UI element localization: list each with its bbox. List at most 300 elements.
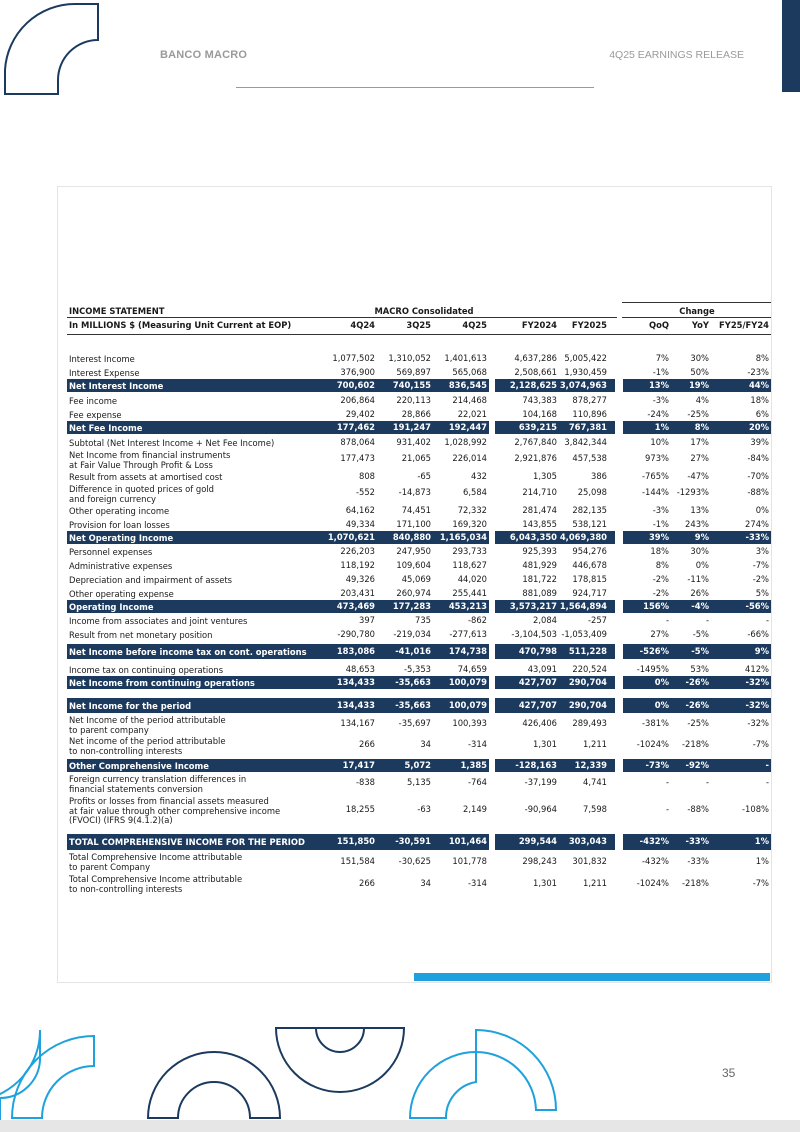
row-value: 13% (690, 505, 709, 515)
row-value: 735 (415, 615, 431, 625)
band-gap (615, 834, 623, 850)
row-value: 18,255 (345, 804, 375, 814)
row-label: Administrative expenses (69, 561, 173, 571)
row-value: 446,678 (572, 560, 607, 570)
row-value: 397 (359, 615, 375, 625)
income-statement-table (67, 302, 771, 894)
row-label: Income tax on continuing operations (69, 665, 224, 675)
row-value: 266 (359, 739, 375, 749)
row-value: -25% (687, 409, 709, 419)
row-value: -30,625 (398, 856, 431, 866)
table-row (67, 773, 771, 793)
row-value: -47% (687, 471, 709, 481)
table-row (67, 714, 771, 734)
row-value: 1,028,992 (444, 437, 487, 447)
row-value: 8% (655, 560, 669, 570)
row-label: Net Operating Income (69, 533, 174, 543)
row-label: Net income of the period attributable to non-controlling interests (69, 736, 226, 756)
table-row (67, 574, 771, 586)
band-gap (615, 698, 623, 713)
row-value: 878,064 (340, 437, 375, 447)
row-value: 6% (755, 409, 769, 419)
row-value: -33% (745, 532, 769, 542)
row-value: 34 (420, 739, 431, 749)
row-value: -381% (642, 718, 669, 728)
row-value: 20% (748, 422, 769, 432)
row-value: 18% (750, 395, 769, 405)
row-value: 1,385 (460, 760, 487, 770)
table-row (67, 367, 771, 379)
table-row (67, 664, 771, 676)
row-value: 72,332 (457, 505, 487, 515)
row-value: 931,402 (396, 437, 431, 447)
col-header: YoY (691, 320, 709, 330)
row-value: - (665, 615, 669, 625)
row-label: Result from net monetary position (69, 630, 213, 640)
row-value: 214,710 (522, 487, 557, 497)
row-label: Depreciation and impairment of assets (69, 575, 233, 585)
row-value: 118,627 (452, 560, 487, 570)
row-value: - (665, 804, 669, 814)
row-label: Total Comprehensive Income attributable to parent Company (69, 852, 243, 872)
row-value: 301,832 (572, 856, 607, 866)
row-value: -37,199 (524, 777, 557, 787)
row-value: -35,663 (395, 677, 431, 687)
row-value: -73% (645, 760, 669, 770)
row-value: -1293% (676, 487, 709, 497)
row-label: Result from assets at amortised cost (69, 472, 223, 482)
band-gap (489, 600, 495, 613)
table-row (67, 735, 771, 755)
row-value: 1,211 (583, 878, 607, 888)
row-value: 177,283 (392, 601, 431, 611)
band-gap (615, 644, 623, 659)
row-value: 290,704 (568, 700, 607, 710)
row-value: 156% (643, 601, 669, 611)
row-value: 274% (745, 519, 769, 529)
row-value: 538,121 (572, 519, 607, 529)
row-value: 109,604 (396, 560, 431, 570)
row-value: -764 (467, 777, 487, 787)
table-row (67, 546, 771, 558)
row-value: 1,564,894 (559, 601, 607, 611)
row-value: 183,086 (336, 646, 375, 656)
row-value: 878,277 (572, 395, 607, 405)
row-value: 1,310,052 (388, 353, 431, 363)
band-gap (615, 759, 623, 772)
row-label: Net Interest Income (69, 381, 164, 391)
row-label: Net Income before income tax on cont. operations (69, 647, 307, 657)
table-subtotal-row (67, 644, 771, 659)
row-value: 925,393 (522, 546, 557, 556)
row-value: 0% (654, 677, 669, 687)
row-value: -33% (687, 856, 709, 866)
row-value: 169,320 (452, 519, 487, 529)
row-value: -2% (652, 574, 669, 584)
row-value: 8% (755, 353, 769, 363)
row-value: -5% (692, 629, 709, 639)
table-row (67, 519, 771, 531)
row-value: -765% (642, 471, 669, 481)
row-value: -14,873 (398, 487, 431, 497)
row-value: -257 (587, 615, 607, 625)
band-gap (489, 834, 495, 850)
band-gap (489, 676, 495, 689)
row-value: 214,468 (452, 395, 487, 405)
band-gap (489, 759, 495, 772)
row-value: 26% (690, 588, 709, 598)
col-header: 3Q25 (406, 320, 431, 330)
row-value: 30% (690, 546, 709, 556)
row-value: 2,921,876 (514, 453, 557, 463)
row-value: 49,334 (345, 519, 375, 529)
row-value: 470,798 (518, 646, 557, 656)
row-value: -56% (745, 601, 769, 611)
row-value: 432 (471, 471, 487, 481)
row-value: 2,128,625 (509, 380, 557, 390)
row-value: -526% (639, 646, 669, 656)
band-gap (615, 421, 623, 434)
row-value: -35,697 (398, 718, 431, 728)
row-value: 28,866 (401, 409, 431, 419)
table-subtotal-row (67, 759, 771, 772)
row-value: 1% (754, 836, 769, 846)
row-value: 203,431 (340, 588, 375, 598)
row-value: -1495% (636, 664, 669, 674)
row-value: 1,165,034 (439, 532, 487, 542)
row-value: -5,353 (404, 664, 431, 674)
row-value: 808 (359, 471, 375, 481)
row-value: -314 (467, 739, 487, 749)
band-gap (489, 379, 495, 392)
table-row (67, 437, 771, 449)
row-value: -11% (687, 574, 709, 584)
row-value: -2% (752, 574, 769, 584)
row-value: -26% (685, 700, 709, 710)
row-value: 10% (650, 437, 669, 447)
table-row (67, 409, 771, 421)
table-row (67, 629, 771, 641)
row-label: Subtotal (Net Interest Income + Net Fee Income) (69, 438, 275, 448)
band-gap (615, 379, 623, 392)
table-subtotal-row (67, 676, 771, 689)
row-value: -66% (747, 629, 769, 639)
row-value: 19% (688, 380, 709, 390)
table-subtotal-row (67, 698, 771, 713)
row-value: 7,598 (583, 804, 607, 814)
row-value: 836,545 (448, 380, 487, 390)
row-value: 3,074,963 (559, 380, 607, 390)
row-label: Total Comprehensive Income attributable to non-controlling interests (69, 874, 243, 894)
band-gap (489, 698, 495, 713)
brand-name: BANCO MACRO (160, 49, 248, 61)
row-value: 177,462 (336, 422, 375, 432)
row-value: 1,930,459 (564, 367, 607, 377)
row-value: 1,070,621 (327, 532, 375, 542)
row-value: 767,381 (568, 422, 607, 432)
row-value: -552 (355, 487, 375, 497)
row-value: 4% (695, 395, 709, 405)
row-value: 427,707 (518, 677, 557, 687)
table-row (67, 588, 771, 600)
row-value: -88% (687, 804, 709, 814)
row-label: TOTAL COMPREHENSIVE INCOME FOR THE PERIOD (69, 837, 305, 847)
row-value: 49,326 (345, 574, 375, 584)
row-value: - (765, 760, 769, 770)
row-value: 473,469 (336, 601, 375, 611)
row-value: -277,613 (449, 629, 487, 639)
band-gap (615, 600, 623, 613)
row-value: 44% (748, 380, 769, 390)
row-value: -3% (652, 395, 669, 405)
row-value: 243% (685, 519, 709, 529)
row-value: 2,084 (533, 615, 557, 625)
top-right-accent-bar (782, 0, 800, 92)
row-value: -144% (642, 487, 669, 497)
row-value: 1% (654, 422, 669, 432)
row-value: 29,402 (345, 409, 375, 419)
row-value: -41,016 (395, 646, 431, 656)
row-value: 178,815 (572, 574, 607, 584)
row-label: Difference in quoted prices of gold and foreign currency (69, 484, 214, 504)
row-value: -3,104,503 (511, 629, 557, 639)
row-value: -65 (417, 471, 431, 481)
row-value: 281,474 (522, 505, 557, 515)
row-value: 174,738 (448, 646, 487, 656)
table-subtotal-row (67, 379, 771, 392)
table-row (67, 873, 771, 894)
row-value: 17% (690, 437, 709, 447)
row-value: 427,707 (518, 700, 557, 710)
row-value: -4% (691, 601, 709, 611)
row-value: -7% (752, 739, 769, 749)
row-value: 4,069,380 (559, 532, 607, 542)
row-value: -5% (691, 646, 709, 656)
row-value: 700,602 (336, 380, 375, 390)
row-value: 30% (690, 353, 709, 363)
row-value: -290,780 (337, 629, 375, 639)
table-row (67, 353, 771, 365)
row-value: 1,401,613 (444, 353, 487, 363)
row-value: 3,573,217 (509, 601, 557, 611)
row-value: 1% (755, 856, 769, 866)
row-value: 293,733 (452, 546, 487, 556)
row-value: 453,213 (448, 601, 487, 611)
row-value: 74,659 (457, 664, 487, 674)
row-value: 39% (648, 532, 669, 542)
table-body (67, 353, 771, 894)
row-value: 266 (359, 878, 375, 888)
page-number: 35 (722, 1066, 736, 1080)
row-value: 5,135 (407, 777, 431, 787)
row-label: Interest Expense (69, 368, 140, 378)
row-value: 3% (755, 546, 769, 556)
row-value: 151,850 (336, 836, 375, 846)
row-value: 7% (655, 353, 669, 363)
row-value: 22,021 (457, 409, 487, 419)
table-row (67, 471, 771, 483)
row-value: 290,704 (568, 677, 607, 687)
unit-label: In MILLIONS $ (Measuring Unit Current at EOP) (69, 320, 292, 330)
row-value: -63 (417, 804, 431, 814)
row-value: 247,950 (396, 546, 431, 556)
row-value: -88% (747, 487, 769, 497)
band-gap (489, 644, 495, 659)
row-label: Fee expense (69, 410, 122, 420)
row-value: -108% (742, 804, 769, 814)
row-value: -3% (652, 505, 669, 515)
row-value: 110,896 (572, 409, 607, 419)
row-value: 9% (754, 646, 769, 656)
row-value: 973% (645, 453, 669, 463)
row-value: 18% (650, 546, 669, 556)
row-value: 569,897 (396, 367, 431, 377)
col-header: 4Q24 (350, 320, 375, 330)
row-value: 64,162 (345, 505, 375, 515)
row-value: -314 (467, 878, 487, 888)
row-value: -432% (642, 856, 669, 866)
row-label: Other Comprehensive Income (69, 761, 209, 771)
col-header: 4Q25 (462, 320, 487, 330)
row-value: 954,276 (572, 546, 607, 556)
table-subtotal-row (67, 421, 771, 434)
row-value: -70% (747, 471, 769, 481)
row-value: 0% (755, 505, 769, 515)
row-value: -1% (652, 519, 669, 529)
row-value: 226,203 (340, 546, 375, 556)
row-value: -32% (745, 700, 769, 710)
row-label: Other operating expense (69, 589, 174, 599)
table-row (67, 483, 771, 503)
row-value: 181,722 (522, 574, 557, 584)
band-gap (489, 421, 495, 434)
row-value: 27% (650, 629, 669, 639)
row-value: 27% (690, 453, 709, 463)
row-value: 255,441 (452, 588, 487, 598)
row-value: 220,113 (396, 395, 431, 405)
table-subtotal-row (67, 600, 771, 613)
row-value: -432% (639, 836, 669, 846)
row-value: 1,301 (533, 878, 557, 888)
row-value: -862 (467, 615, 487, 625)
row-value: 192,447 (448, 422, 487, 432)
row-value: 299,544 (518, 836, 557, 846)
row-value: 134,167 (340, 718, 375, 728)
row-value: 134,433 (336, 700, 375, 710)
table-row (67, 615, 771, 627)
row-value: 100,079 (448, 677, 487, 687)
row-value: -7% (752, 560, 769, 570)
table-row (67, 560, 771, 572)
row-value: 9% (694, 532, 709, 542)
row-value: 191,247 (392, 422, 431, 432)
row-value: 104,168 (522, 409, 557, 419)
row-value: 1,305 (533, 471, 557, 481)
row-value: -33% (685, 836, 709, 846)
row-value: 303,043 (568, 836, 607, 846)
row-value: 565,068 (452, 367, 487, 377)
row-value: - (765, 777, 769, 787)
row-value: 743,383 (522, 395, 557, 405)
row-value: 151,584 (340, 856, 375, 866)
row-label: Personnel expenses (69, 547, 153, 557)
row-value: 134,433 (336, 677, 375, 687)
row-value: 881,089 (522, 588, 557, 598)
row-value: -2% (652, 588, 669, 598)
row-value: 1,077,502 (332, 353, 375, 363)
row-value: -219,034 (393, 629, 431, 639)
row-value: 220,524 (572, 664, 607, 674)
row-value: -1024% (636, 739, 669, 749)
row-value: - (705, 777, 709, 787)
row-value: 100,393 (452, 718, 487, 728)
release-title: 4Q25 EARNINGS RELEASE (609, 49, 744, 61)
row-value: -35,663 (395, 700, 431, 710)
group-macro-label: MACRO Consolidated (374, 306, 474, 316)
row-value: 5% (755, 588, 769, 598)
row-value: 4,741 (583, 777, 607, 787)
panel-accent-bar (414, 973, 770, 981)
col-header: FY25/FY24 (719, 320, 769, 330)
row-label: Net Income from continuing operations (69, 678, 255, 688)
row-value: -84% (747, 453, 769, 463)
header-divider (236, 87, 594, 88)
band-gap (615, 531, 623, 544)
row-value: 2,508,661 (514, 367, 557, 377)
table-subtotal-row (67, 531, 771, 544)
row-value: -838 (355, 777, 375, 787)
row-value: -1,053,409 (561, 629, 607, 639)
row-value: 0% (654, 700, 669, 710)
row-value: 3,842,344 (564, 437, 607, 447)
row-value: 6,584 (463, 487, 487, 497)
row-value: 226,014 (452, 453, 487, 463)
row-value: - (665, 777, 669, 787)
table-row (67, 851, 771, 872)
row-value: -32% (747, 718, 769, 728)
row-value: 1,211 (583, 739, 607, 749)
row-value: 12,339 (574, 760, 607, 770)
row-label: Income from associates and joint ventures (69, 616, 248, 626)
table-row (67, 505, 771, 517)
row-value: 4,637,286 (514, 353, 557, 363)
row-value: 481,929 (522, 560, 557, 570)
row-value: 21,065 (401, 453, 431, 463)
row-value: 2,767,840 (514, 437, 557, 447)
col-header: FY2024 (521, 320, 557, 330)
col-header: QoQ (649, 320, 669, 330)
row-value: -218% (682, 739, 709, 749)
row-value: 101,464 (448, 836, 487, 846)
row-label: Interest Income (69, 354, 135, 364)
group-change-label: Change (679, 306, 715, 316)
row-value: -23% (747, 367, 769, 377)
row-value: -30,591 (395, 836, 431, 846)
row-value: -1024% (636, 878, 669, 888)
row-value: 206,864 (340, 395, 375, 405)
row-value: 5,005,422 (564, 353, 607, 363)
row-label: Net Income from financial instruments at Fair Value Through Profit & Loss (69, 450, 231, 470)
row-value: 43,091 (527, 664, 557, 674)
row-value: 39% (750, 437, 769, 447)
row-value: 639,215 (518, 422, 557, 432)
row-value: 289,493 (572, 718, 607, 728)
row-value: 386 (591, 471, 607, 481)
row-value: 50% (690, 367, 709, 377)
row-label: Foreign currency translation differences in financial statements conversion (69, 774, 247, 794)
row-value: -92% (685, 760, 709, 770)
row-value: 17,417 (342, 760, 375, 770)
